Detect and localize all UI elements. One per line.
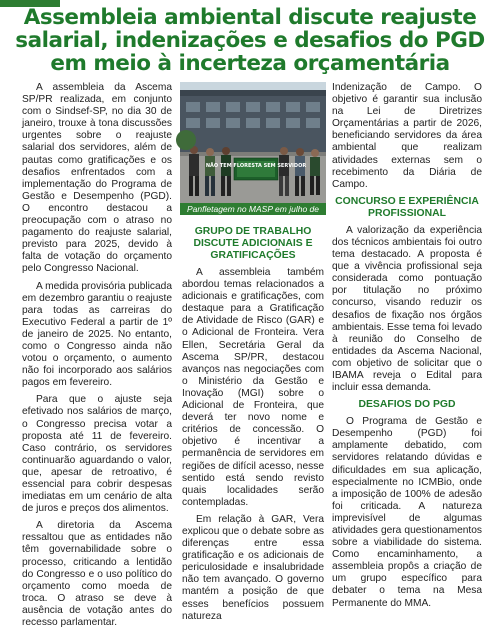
paragraph: O Programa de Gestão e Desempenho (PGD) foi amplamente debatido, com servidores relatando dúvidas e dificuldades em sua aplicação, especialmente no ICMBio, onde a imposição de 100% de adesão foi criticada. A natureza imprevisível de algumas atividades gera questionamentos sobre a viabilidade do sistema. Como encaminhamento, a assembleia propôs a criação de um grupo específico para debater o tema na Mesa Permanente do MMA.	[332, 416, 482, 609]
paragraph: Para que o ajuste seja efetivado nos salários de março, o Congresso precisa votar a proposta até 11 de fevereiro. Caso contrário, os servidores continuarão aguardando o valor, que, apesar de retroativo, é essencial para cobrir despesas imediatas em um cenário de alta de juros e preços dos alimentos.	[22, 394, 172, 515]
column-2	[182, 222, 324, 628]
photo-caption: Panfletagem no MASP em julho de 2024	[180, 203, 326, 215]
section-heading: GRUPO DE TRABALHO DISCUTE ADICIONAIS E GRATIFICAÇÕES	[193, 226, 313, 261]
banner-text: NÃO TEM FLORESTA SEM SERVIDOR	[205, 163, 307, 169]
column-3	[332, 82, 482, 615]
paragraph: A medida provisória publicada em dezembro garantiu o reajuste para todas as carreiras do Executivo Federal a partir de 1º de janeiro de 2025. No entanto, como o Congresso ainda não votou o orçamento, o aumento não foi incorporado aos salários pagos em fevereiro.	[22, 280, 172, 389]
paragraph: A assembleia da Ascema SP/PR realizada, em conjunto com o Sindsef-SP, no dia 30 de janeiro, trouxe à tona discussões urgentes sobre o reajuste salarial dos servidores, além de pautas como gratificações e os desafios enfrentados com a implementação do Programa de Gestão e Desempenho (PGD). O encontro destacou a preocupação com o atraso no pagamento do reajuste salarial, previsto para 2025, devido à falta de votação do orçamento pelo Congresso Nacional.	[22, 82, 172, 275]
section-heading: CONCURSO E EXPERIÊNCIA PROFISSIONAL	[335, 195, 479, 219]
headline: Assembleia ambiental discute reajuste salarial, indenizações e desafios do PGD em meio à incerteza orçamentária	[15, 5, 485, 76]
paragraph: Em relação à GAR, Vera explicou que o debate sobre as diferenças entre essa gratificação e os adicionais de periculosidade e insalubridade não tem avançado. O governo mantém a posição de que esses benefícios possuem natureza	[182, 513, 324, 622]
paragraph: A assembleia também abordou temas relacionados a adicionais e gratificações, com destaque para a Gratificação de Atividade de Risco (GAR) e o Adicional de Fronteira. Vera Ellen, Secretária Geral da Ascema SP/PR, destacou avanços nas negociações com o Ministério da Gestão e Inovação (MGI) sobre o Adicional de Fronteira, que deverá ter novo nome e critérios de concessão. O objetivo é incentivar a permanência de servidores em regiões de difícil acesso, nesse sentido está sendo revisto quais localidades serão contempladas.	[182, 267, 324, 508]
column-1	[22, 82, 172, 634]
protest-photo	[180, 82, 326, 226]
paragraph: Indenização de Campo. O objetivo é garantir sua inclusão na Lei de Diretrizes Orçamentárias a partir de 2026, beneficiando servidores da área ambiental que realizam atividades externas sem o recebimento da Diária de Campo.	[332, 82, 482, 190]
paragraph: A diretoria da Ascema ressaltou que as entidades não têm governabilidade sobre o processo, criticando a lentidão do Congresso e o uso político do orçamento como moeda de troca. O atraso se deve à ausência de votação antes do recesso parlamentar.	[22, 520, 172, 629]
photo-illustration	[180, 82, 326, 215]
paragraph: A valorização da experiência dos técnicos ambientais foi outro tema destacado. A proposta é que a vivência profissional seja considerada como pontuação por titulação no próximo concurso, visando reduzir os desafios de fixação nos órgãos ambientais. Esse tema foi levado à reunião do Conselho de entidades da Ascema Nacional, com objetivo de solicitar que o IBAMA reveja o Edital para incluir essa demanda.	[332, 224, 482, 394]
section-heading: DESAFIOS DO PGD	[358, 399, 456, 411]
